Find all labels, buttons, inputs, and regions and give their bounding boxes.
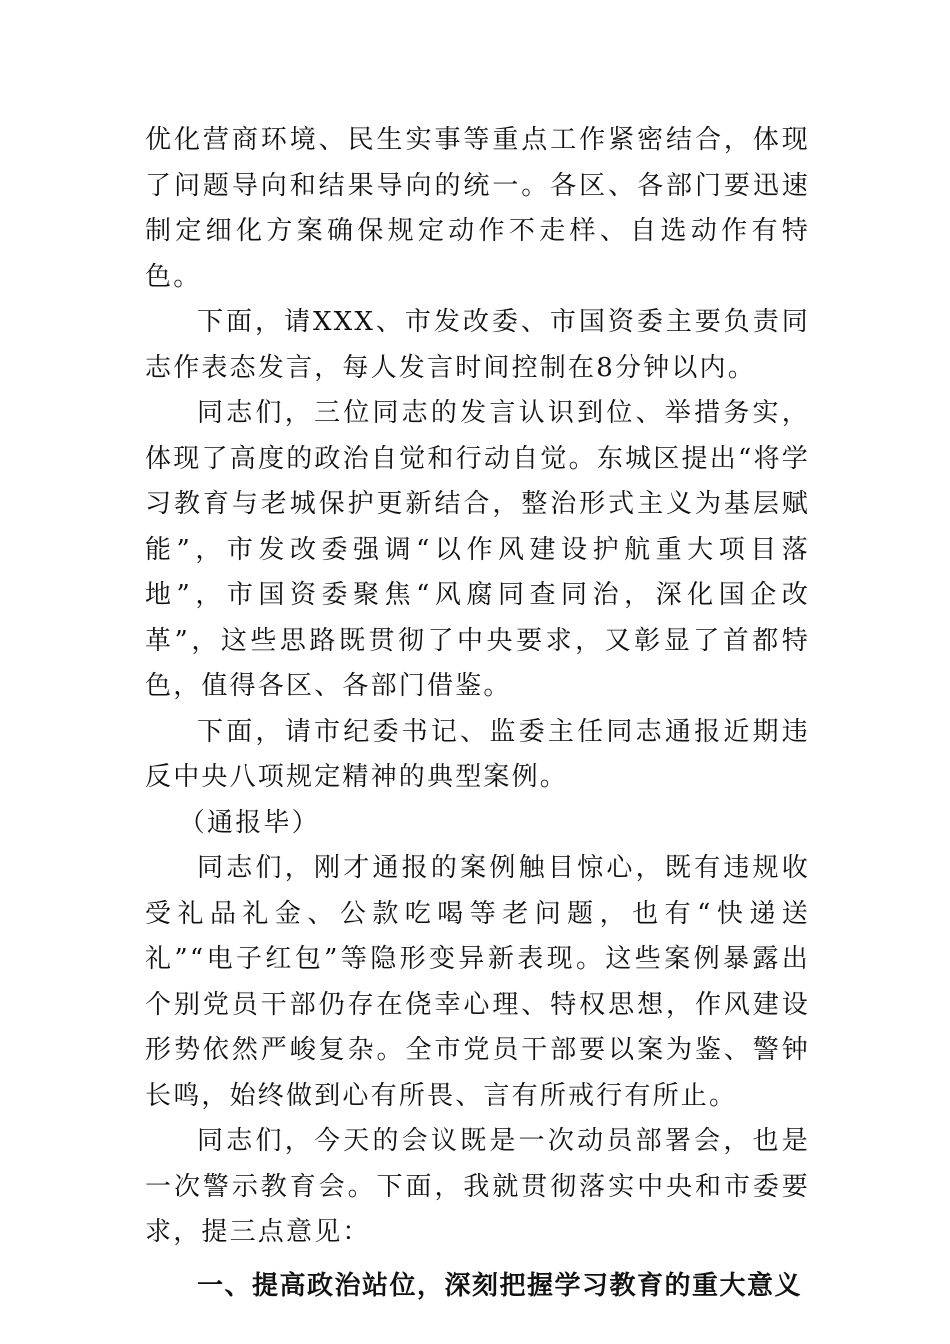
paragraph-speech-review: 同志们，三位同志的发言认识到位、举措务实，体现了高度的政治自觉和行动自觉。东城区提出“将学习教育与老城保护更新结合，整治形式主义为基层赋能”，市发改委强调“以作风建设护航重大项目落地”，市国资委聚焦“风腐同查同治，深化国企改革”，这些思路既贯彻了中央要求，又彰显了首都特色，值得各区、各部门借鉴。 (145, 398, 810, 701)
paragraph-speech-arrangement: 下面，请XXX、市发改委、市国资委主要负责同志作表态发言，每人发言时间控制在8分钟以内。 (145, 307, 810, 383)
paragraph-stage-note: （通报毕） (178, 807, 320, 838)
document-body (145, 118, 810, 1309)
paragraph-case-commentary: 同志们，刚才通报的案例触目惊心，既有违规收受礼品礼金、公款吃喝等老问题，也有“快递送礼”“电子红包”等隐形变异新表现。这些案例暴露出个别党员干部仍存在侥幸心理、特权思想，作风建设形势依然严峻复杂。全市党员干部要以案为鉴、警钟长鸣，始终做到心有所畏、言有所戒行有所止。 (145, 853, 810, 1111)
paragraph-opinions-intro: 同志们，今天的会议既是一次动员部署会，也是一次警示教育会。下面，我就贯彻落实中央和市委要求，提三点意见： (145, 1126, 810, 1247)
paragraph-continuation: 优化营商环境、民生实事等重点工作紧密结合，体现了问题导向和结果导向的统一。各区、各部门要迅速制定细化方案确保规定动作不走样、自选动作有特色。 (145, 125, 810, 292)
section-heading: 一、提高政治站位，深刻把握学习教育的重大意义 (197, 1270, 803, 1301)
paragraph-case-report-intro: 下面，请市纪委书记、监委主任同志通报近期违反中央八项规定精神的典型案例。 (145, 716, 810, 792)
